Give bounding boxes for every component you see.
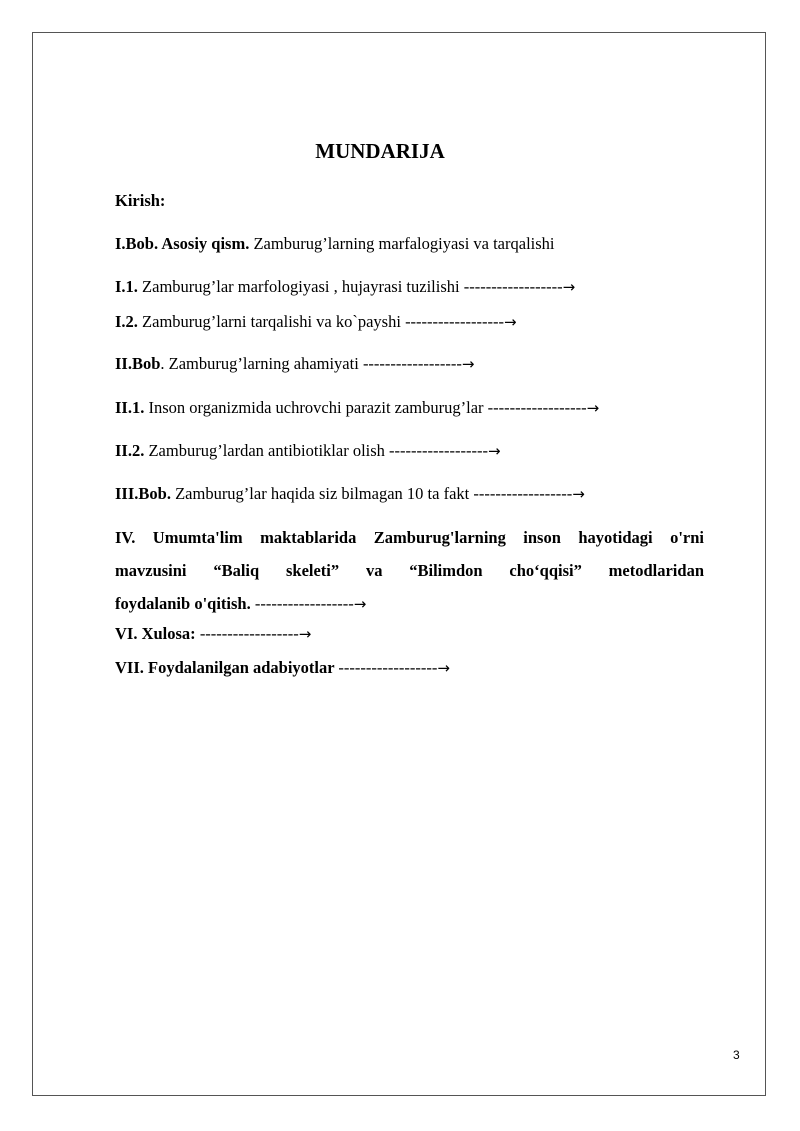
arrow-right-icon: → — [353, 595, 367, 613]
toc-leader-dashes: ------------------ — [463, 277, 563, 296]
page-title: MUNDARIJA — [315, 139, 445, 163]
toc-entry-adabiyotlar — [115, 658, 450, 678]
toc-leader-dashes: ------------------ — [405, 312, 504, 331]
toc-entry-chapter-3 — [115, 484, 585, 504]
arrow-right-icon: → — [461, 355, 475, 373]
toc-entry-1-1 — [115, 277, 575, 297]
toc-entry-text: Inson organizmida uchrovchi parazit zamburug’lar — [144, 398, 488, 417]
toc-entry-label: I.2. — [115, 312, 138, 331]
toc-entry-text: . Zamburug’larning ahamiyati — [160, 354, 363, 373]
arrow-right-icon: → — [298, 625, 312, 643]
toc-entry-chapter-2 — [115, 354, 474, 374]
arrow-right-icon: → — [503, 313, 517, 331]
toc-leader-dashes: ------------------ — [254, 594, 354, 613]
toc-leader-dashes: ------------------ — [362, 354, 462, 373]
arrow-right-icon: → — [562, 278, 576, 296]
toc-entry-2-2 — [115, 441, 501, 461]
toc-entry-label: Kirish: — [115, 191, 166, 210]
toc-entry-line: IV. Umumta'lim maktablarida Zamburug'larning inson hayotidagi o'rni — [115, 528, 704, 547]
toc-entry-text: foydalanib o'qitish. — [115, 594, 255, 613]
toc-entry-text: Zamburug’larning marfalogiyasi va tarqalishi — [249, 234, 555, 253]
toc-entry-chapter-1 — [115, 234, 555, 254]
arrow-right-icon: → — [572, 485, 585, 503]
toc-entry-label: III.Bob. — [115, 484, 171, 503]
toc-leader-dashes: ------------------ — [487, 398, 587, 417]
page-number: 3 — [733, 1048, 740, 1062]
toc-entry-text: Zamburug’lar haqida siz bilmagan 10 ta fakt — [170, 484, 474, 503]
toc-entry-text: Zamburug’lar marfologiyasi , hujayrasi tuzilishi — [137, 277, 464, 296]
toc-entry-chapter-4 — [115, 521, 704, 620]
toc-entry-xulosa — [115, 624, 311, 644]
toc-entry-kirish — [115, 191, 165, 211]
arrow-right-icon: → — [487, 442, 501, 460]
toc-entry-line-last — [115, 587, 704, 620]
toc-entry-1-2 — [115, 312, 517, 332]
toc-entry-label: I.Bob. Asosiy qism. — [115, 234, 250, 253]
toc-entry-label: VI. Xulosa: — [115, 624, 200, 643]
toc-leader-dashes: ------------------ — [389, 441, 488, 460]
toc-leader-dashes: ------------------ — [473, 484, 573, 503]
toc-entry-label: II.1. — [115, 398, 145, 417]
arrow-right-icon: → — [586, 399, 600, 417]
toc-entry-label: I.1. — [115, 277, 138, 296]
arrow-right-icon: → — [437, 659, 450, 677]
toc-leader-dashes: ------------------ — [338, 658, 438, 677]
toc-entry-line: mavzusini “Baliq skeleti” va “Bilimdon cho‘qqisi” metodlaridan — [115, 561, 704, 580]
toc-entry-text: Zamburug’larni tarqalishi va ko`payshi — [137, 312, 406, 331]
toc-entry-text: Zamburug’lardan antibiotiklar olish — [144, 441, 390, 460]
toc-entry-label: II.2. — [115, 441, 145, 460]
toc-entry-2-1 — [115, 398, 599, 418]
toc-entry-label: II.Bob — [115, 354, 161, 373]
toc-leader-dashes: ------------------ — [199, 624, 299, 643]
toc-entry-label: VII. Foydalanilgan adabiyotlar — [115, 658, 339, 677]
